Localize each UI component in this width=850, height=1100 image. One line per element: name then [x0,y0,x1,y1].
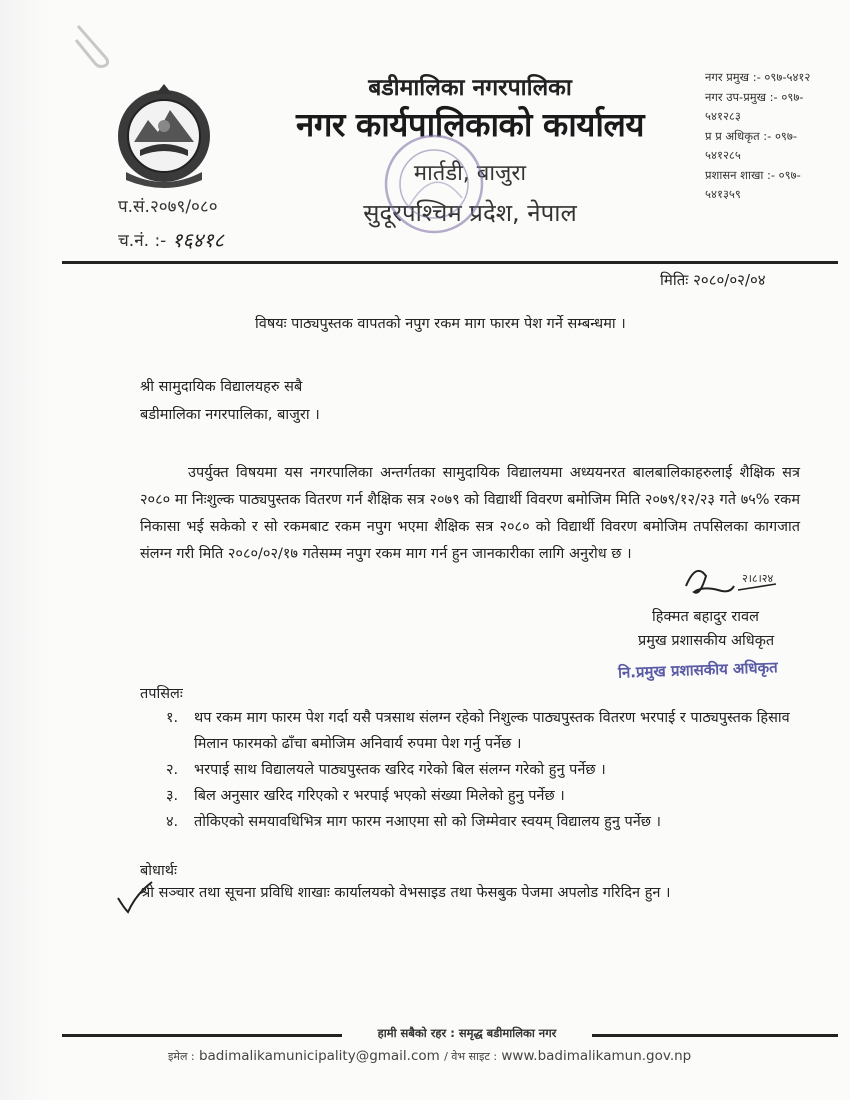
email-address: badimalikamunicipality@gmail.com [198,1048,440,1064]
email-label: इमेल : [168,1050,195,1063]
signature-date: २।८।२४ [742,572,774,585]
handwritten-signature-icon [672,556,782,608]
contact-line: प्रशासन शाखा :- ०९७- [705,167,801,182]
list-item-text: थप रकम माग फारम पेश गर्दा यसै पत्रसाथ संलग्न रहेको निशुल्क पाठ्यपुस्तक वितरण भरपाई र पाठ्यपुस्तक हिसाव मिलान फारमको ढाँचा बमोजिम अनिवार्य रुपमा पेश गर्नु पर्नेछ । [194,710,790,752]
scan-edge-shadow [0,0,50,1100]
list-item [166,705,806,757]
recipient-line: बडीमालिका नगरपालिका, बाजुरा । [140,407,320,423]
list-item-text: बिल अनुसार खरिद गरिएको र भरपाई भएको संख्या मिलेको हुनु पर्नेछ । [194,788,565,804]
list-item-text: तोकिएको समयावधिभित्र माग फारम नआएमा सो को जिम्मेवार स्वयम् विद्यालय हुनु पर्नेछ । [194,814,662,830]
office-round-stamp-icon [378,128,490,240]
signer-title: प्रमुख प्रशासकीय अधिकृत [638,633,775,649]
contact-line: ५४१३५९ [705,187,741,201]
letter-subject: विषयः पाठ्यपुस्तक वापतको नपुग रकम माग फारम पेश गर्ने सम्बन्धमा । [255,316,626,332]
letter-date: मितिः २०८०/०२/०४ [660,271,766,289]
office-contact-numbers [705,68,845,205]
paper-clip-icon [70,20,115,70]
list-item [166,783,806,809]
details-list [166,705,806,835]
contact-line: ५४१२८५ [705,148,741,162]
contact-line: नगर उप-प्रमुख :- ०९७- [705,89,804,104]
contact-line: प्र प्र अधिकृत :- ०९७- [705,128,798,143]
signer-name: हिक्मत बहादुर रावल [652,609,759,625]
list-item-number: २. [166,762,179,778]
list-item-text: भरपाई साथ विद्यालयले पाठ्यपुस्तक खरिद गरेको बिल संलग्न गरेको हुनु पर्नेछ । [194,762,606,778]
nepal-emblem-icon [110,80,218,188]
list-item [166,809,806,835]
letter-body: उपर्युक्त विषयमा यस नगरपालिका अन्तर्गतका सामुदायिक विद्यालयमा अध्ययनरत बालबालिकाहरुलाई शैक्षिक सत्र २०८० मा निःशुल्क पाठ्यपुस्तक वितरण गर्न शैक्षिक सत्र २०७९ को विद्यार्थी विवरण बमोजिम मिति २०७९/१२/२३ गते ७५% रकम निकासा भई सकेको र सो रकमबाट रकम नपुग भएमा शैक्षिक सत्र २०८० को विद्यार्थी विवरण बमोजिम तपसिलका कागजात संलग्न गरी मिति २०८०/०२/१७ गतेसम्म नपुग रकम माग गर्न हुन जानकारीका लागि अनुरोध छ । [140,465,800,562]
dispatch-number-handwritten: १६४१८ [172,228,224,252]
list-item-number: ४. [166,814,179,830]
list-item [166,757,806,783]
footer-contacts [168,1048,691,1064]
website-address: www.badimalikamun.gov.np [501,1048,692,1064]
footer-divider-left [62,1034,342,1037]
address-line-2: सुदूरपश्चिम प्रदेश, नेपाल [363,199,577,227]
office-name: नगर कार्यपालिकाको कार्यालय [296,105,644,144]
reference-number: प.सं.२०७९/०८० [118,197,218,217]
list-item-number: ३. [166,788,179,804]
contact-line: नगर प्रमुख :- ०९७-५४१२ [705,70,811,84]
footer-motto: हामी सबैको रहर : समृद्ध बडीमालिका नगर [377,1026,557,1040]
recipient-block [140,373,320,429]
recipient-line: श्री सामुदायिक विद्यालयहरु सबै [140,379,303,395]
list-item-number: १. [166,710,179,726]
acting-officer-stamp: नि.प्रमुख प्रशासकीय अधिकृत [617,658,778,682]
cc-heading: बोधार्थः [140,863,177,879]
website-label: / वेभ साइट : [444,1050,498,1063]
address-line-1: मार्तडी, बाजुरा [413,161,527,186]
dispatch-number-label: च.नं. :- [118,231,167,251]
footer-divider-right [592,1034,838,1037]
header-divider [62,261,838,264]
municipality-name: बडीमालिका नगरपालिका [368,75,572,101]
cc-text: श्री सञ्चार तथा सूचना प्रविधि शाखाः कार्यालयको वेभसाइड तथा फेसबुक पेजमा अपलोड गरिदिन हुन । [140,885,671,901]
contact-line: ५४१२८३ [705,109,741,123]
details-heading: तपसिलः [140,686,183,702]
